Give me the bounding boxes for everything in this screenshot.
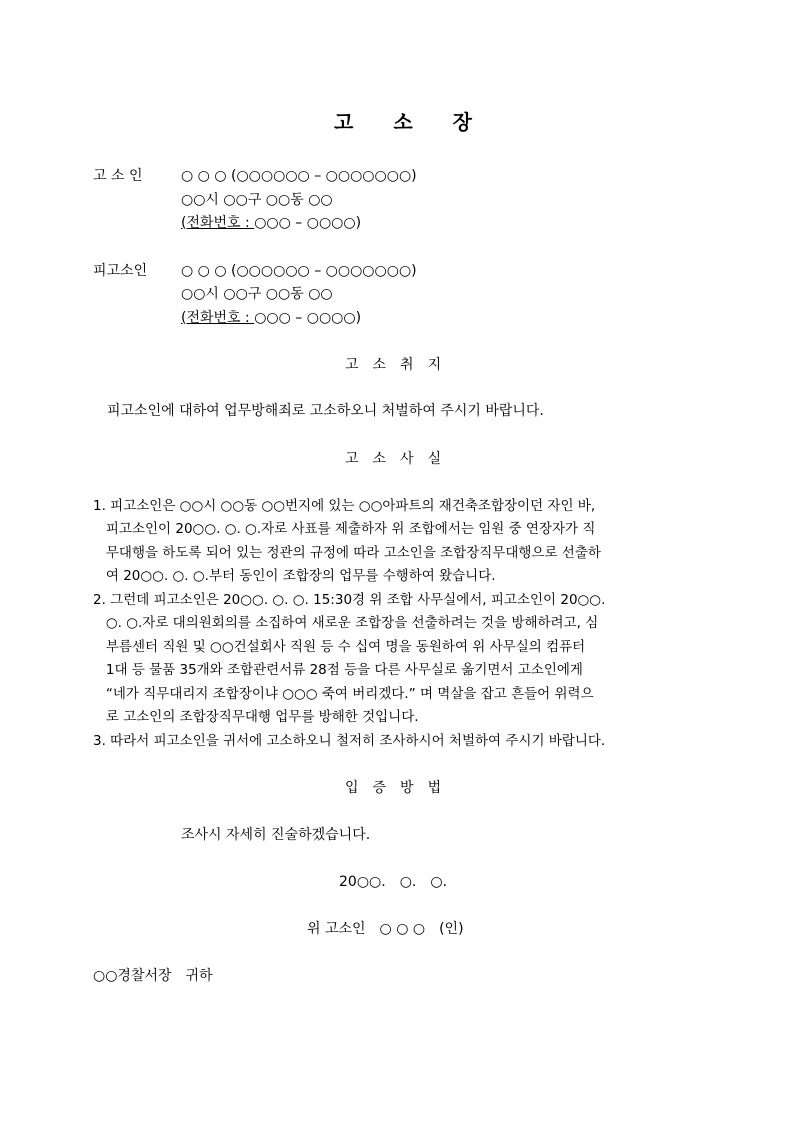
accused-label: 피고소인 <box>93 263 148 279</box>
complainant-phone <box>181 213 361 233</box>
accused-phone-value: ○○○ – ○○○○) <box>254 310 362 326</box>
fact-line: 3. 따라서 피고소인을 귀서에 고소하오니 철저히 조사하시어 처벌하여 주시기 바랍니다. <box>93 733 606 749</box>
accused-phone <box>181 308 361 328</box>
accused-phone-prefix: (전화번호 : <box>181 310 255 326</box>
fact-line: 1대 등 물품 35개와 조합관련서류 28점 등을 다른 사무실로 옮기면서 고소인에게 <box>93 662 583 678</box>
fact-line: 로 고소인의 조합장직무대행 업무를 방해한 것입니다. <box>93 709 419 725</box>
document-date: 20○○. ○. ○. <box>339 874 448 890</box>
fact-line: 1. 피고소인은 ○○시 ○○동 ○○번지에 있는 ○○아파트의 재건축조합장이던 자인 바, <box>93 498 596 514</box>
accused-address: ○○시 ○○구 ○○동 ○○ <box>181 286 333 302</box>
facts-heading: 고 소 사 실 <box>345 451 442 467</box>
evidence-text: 조사시 자세히 진술하겠습니다. <box>181 827 371 843</box>
fact-line: 피고소인이 20○○. ○. ○.자로 사표를 제출하자 위 조합에서는 임원 중 연장자가 직 <box>93 521 596 537</box>
fact-line: 여 20○○. ○. ○.부터 동인이 조합장의 업무를 수행하여 왔습니다. <box>93 568 496 584</box>
evidence-heading: 입 증 방 법 <box>345 780 442 796</box>
signature-line: 위 고소인 ○ ○ ○ (인) <box>307 921 464 937</box>
purpose-heading: 고 소 취 지 <box>345 357 442 373</box>
fact-line: 부름센터 직원 및 ○○건설회사 직원 등 수 십여 명을 동원하여 위 사무실의 컴퓨터 <box>93 639 586 655</box>
complainant-label: 고 소 인 <box>93 168 143 184</box>
complainant-address: ○○시 ○○구 ○○동 ○○ <box>181 192 333 208</box>
fact-line: ○. ○.자로 대의원회의를 소집하여 새로운 조합장을 선출하려는 것을 방해하려고, 심 <box>93 615 599 631</box>
complainant-phone-value: ○○○ – ○○○○) <box>254 215 362 231</box>
document-title: 고 소 장 <box>334 110 472 134</box>
accused-name: ○ ○ ○ (○○○○○○ – ○○○○○○○) <box>181 263 417 279</box>
addressee: ○○경찰서장 귀하 <box>93 968 213 984</box>
complainant-phone-prefix: (전화번호 : <box>181 215 255 231</box>
fact-line: 2. 그런데 피고소인은 20○○. ○. ○. 15:30경 위 조합 사무실에서, 피고소인이 20○○. <box>93 592 606 608</box>
complainant-name: ○ ○ ○ (○○○○○○ – ○○○○○○○) <box>181 168 417 184</box>
purpose-text: 피고소인에 대하여 업무방해죄로 고소하오니 처벌하여 주시기 바랍니다. <box>107 403 544 419</box>
fact-line: “네가 직무대리지 조합장이냐 ○○○ 죽여 버리겠다.” 며 멱살을 잡고 흔들어 위력으 <box>93 686 594 702</box>
fact-line: 무대행을 하도록 되어 있는 정관의 규정에 따라 고소인을 조합장직무대행으로 선출하 <box>93 545 601 561</box>
